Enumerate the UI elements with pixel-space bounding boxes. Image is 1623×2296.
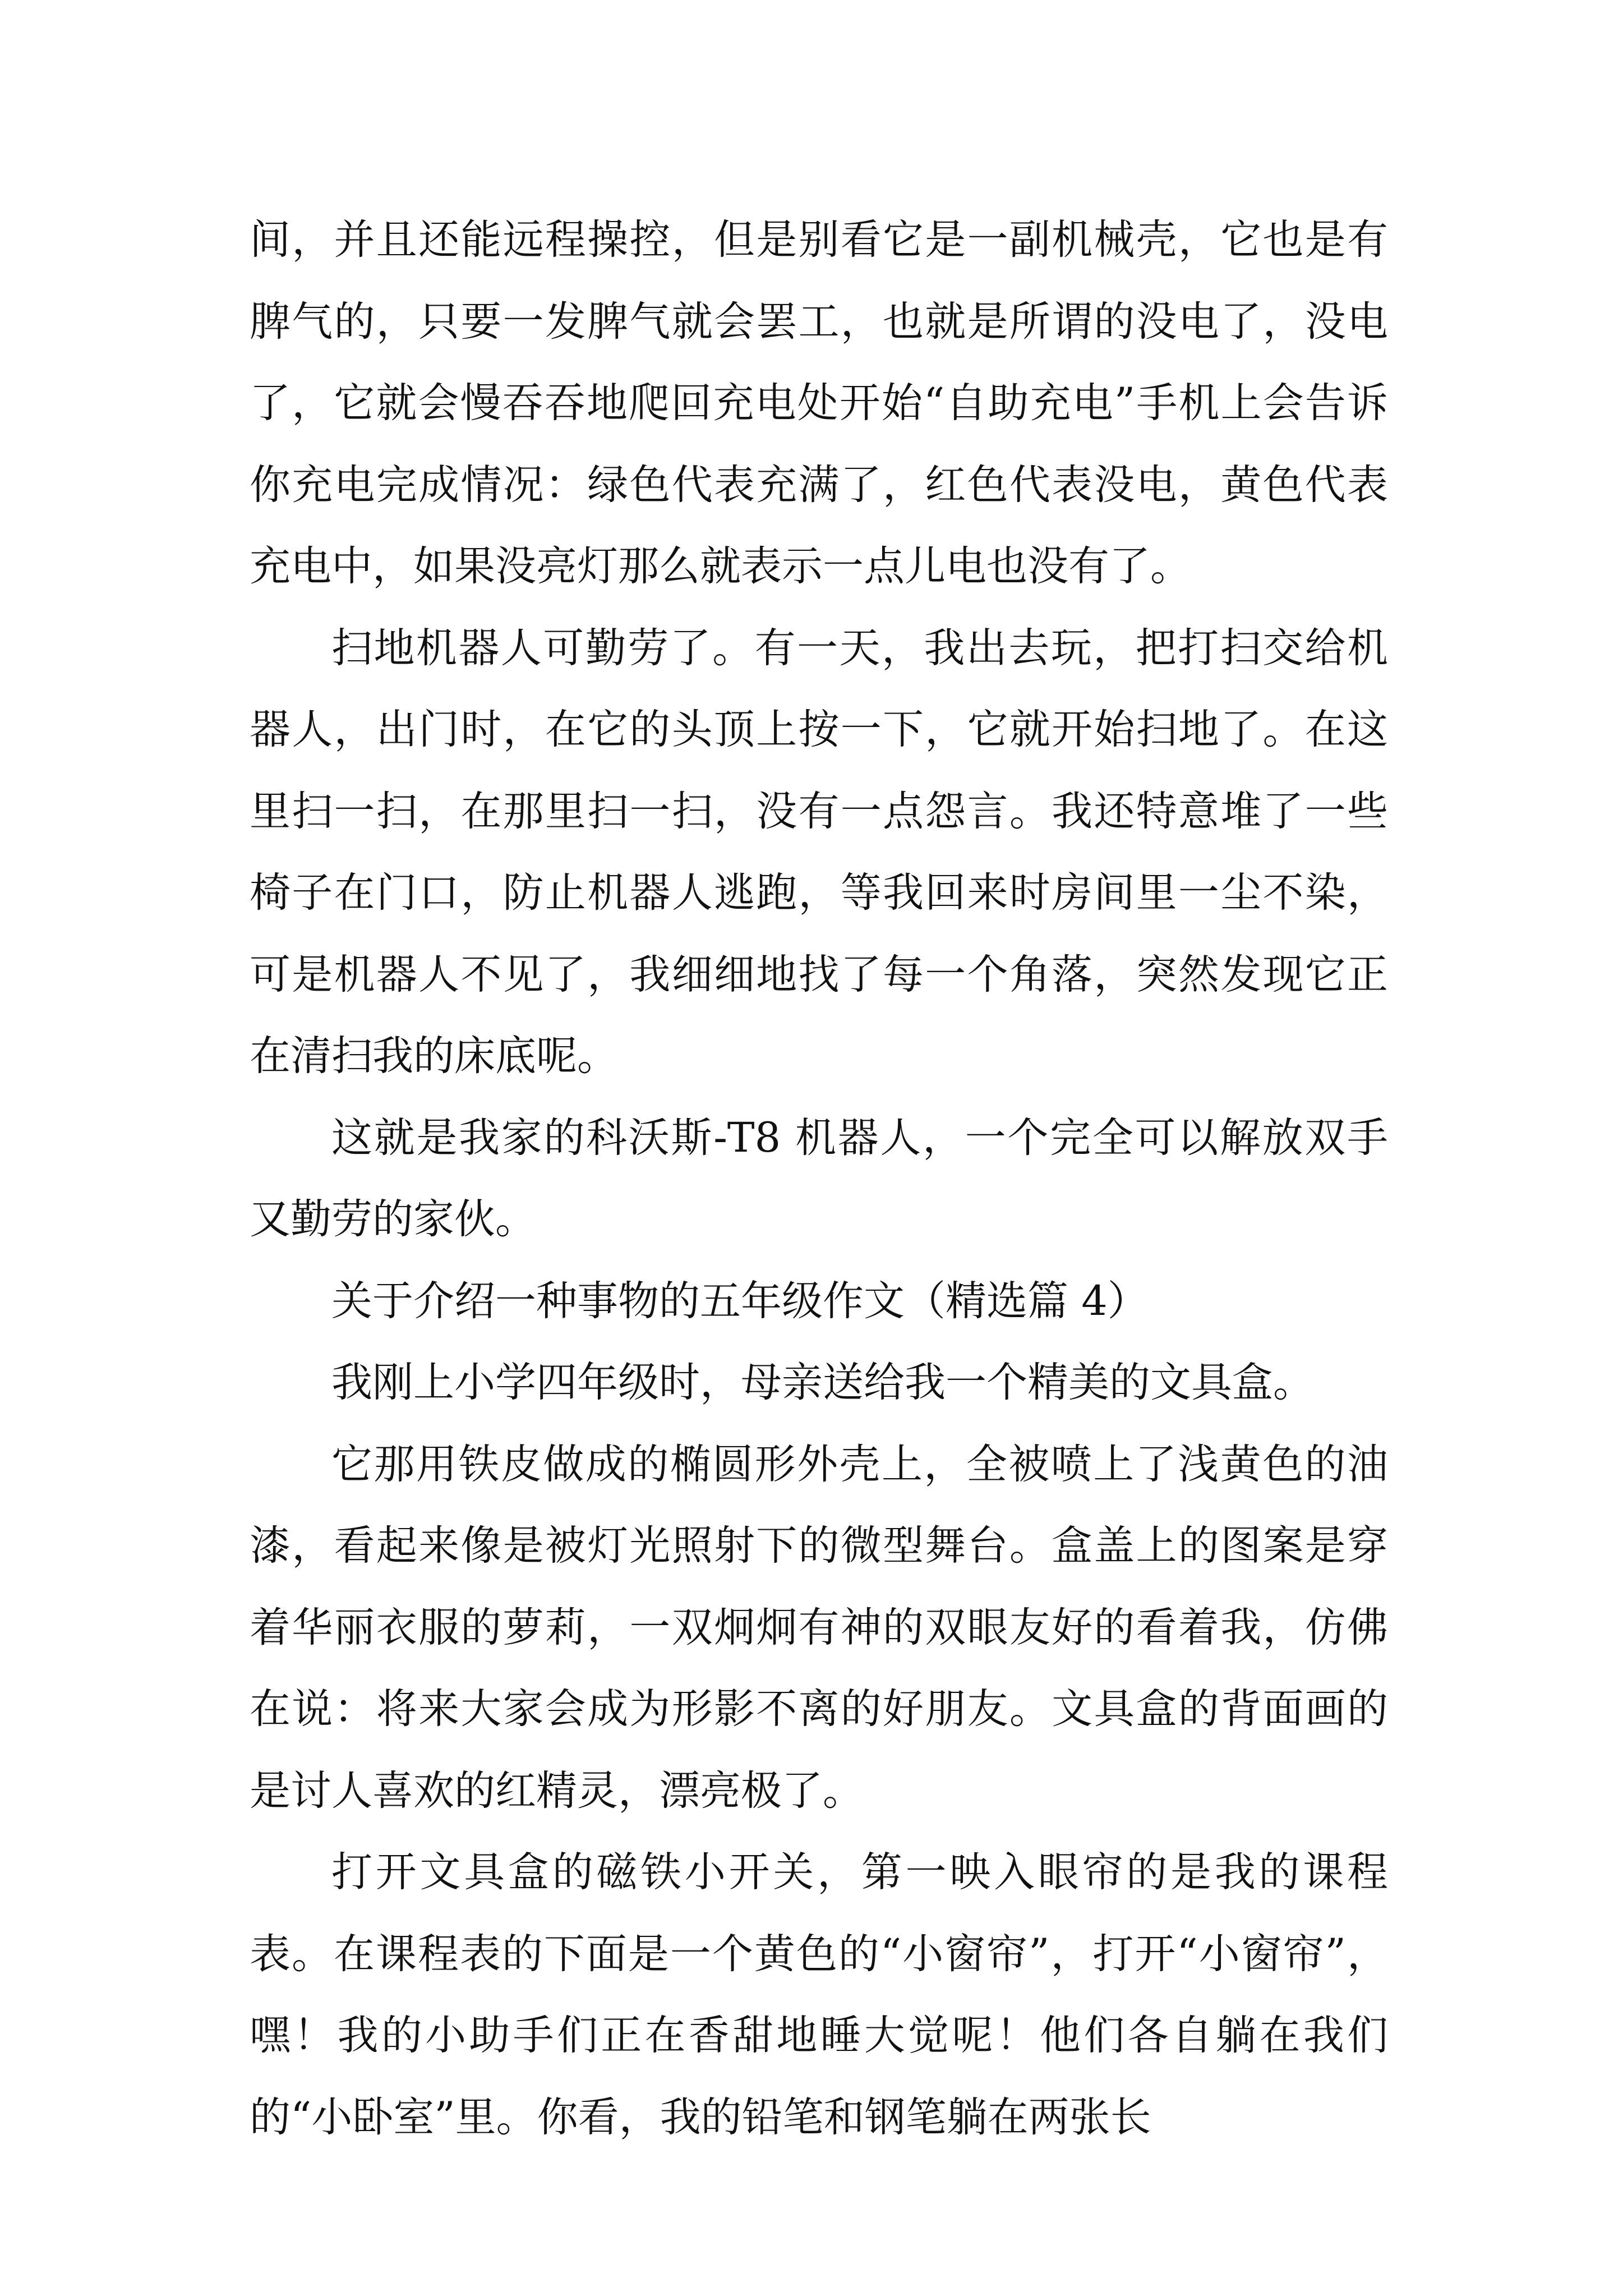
essay-heading: 关于介绍一种事物的五年级作文（精选篇 4） xyxy=(331,1277,1149,1325)
paragraph-pencil-box-appearance: 它那用铁皮做成的椭圆形外壳上，全被喷上了浅黄色的油漆，看起来像是被灯光照射下的微型舞台。盒盖上的图案是穿着华丽衣服的萝莉，一双炯炯有神的双眼友好的看着我，仿佛在说：将来大家会成为形影不离的好朋友。文具盒的背面画的是讨人喜欢的红精灵，漂亮极了。 xyxy=(250,1440,1388,1815)
paragraph-robot-summary: 这就是我家的科沃斯-T8 机器人，一个完全可以解放双手又勤劳的家伙。 xyxy=(250,1114,1388,1243)
paragraph-pencil-box-intro: 我刚上小学四年级时，母亲送给我一个精美的文具盒。 xyxy=(331,1359,1314,1406)
paragraph-continuation: 间，并且还能远程操控，但是别看它是一副机械壳，它也是有脾气的，只要一发脾气就会罢工，也就是所谓的没电了，没电了，它就会慢吞吞地爬回充电处开始“自助充电”手机上会告诉你充电完成情况：绿色代表充满了，红色代表没电，黄色代表充电中，如果没亮灯那么就表示一点儿电也没有了。 xyxy=(250,216,1388,590)
document-body xyxy=(250,199,1388,2158)
paragraph-pencil-box-inside: 打开文具盒的磁铁小开关，第一映入眼帘的是我的课程表。在课程表的下面是一个黄色的“小窗帘”，打开“小窗帘”，嘿！我的小助手们正在香甜地睡大觉呢！他们各自躺在我们的“小卧室”里。你看，我的铅笔和钢笔躺在两张长 xyxy=(250,1848,1388,2141)
paragraph-robot-diligent: 扫地机器人可勤劳了。有一天，我出去玩，把打扫交给机器人，出门时，在它的头顶上按一下，它就开始扫地了。在这里扫一扫，在那里扫一扫，没有一点怨言。我还特意堆了一些椅子在门口，防止机器人逃跑，等我回来时房间里一尘不染，可是机器人不见了，我细细地找了每一个角落，突然发现它正在清扫我的床底呢。 xyxy=(250,624,1388,1080)
